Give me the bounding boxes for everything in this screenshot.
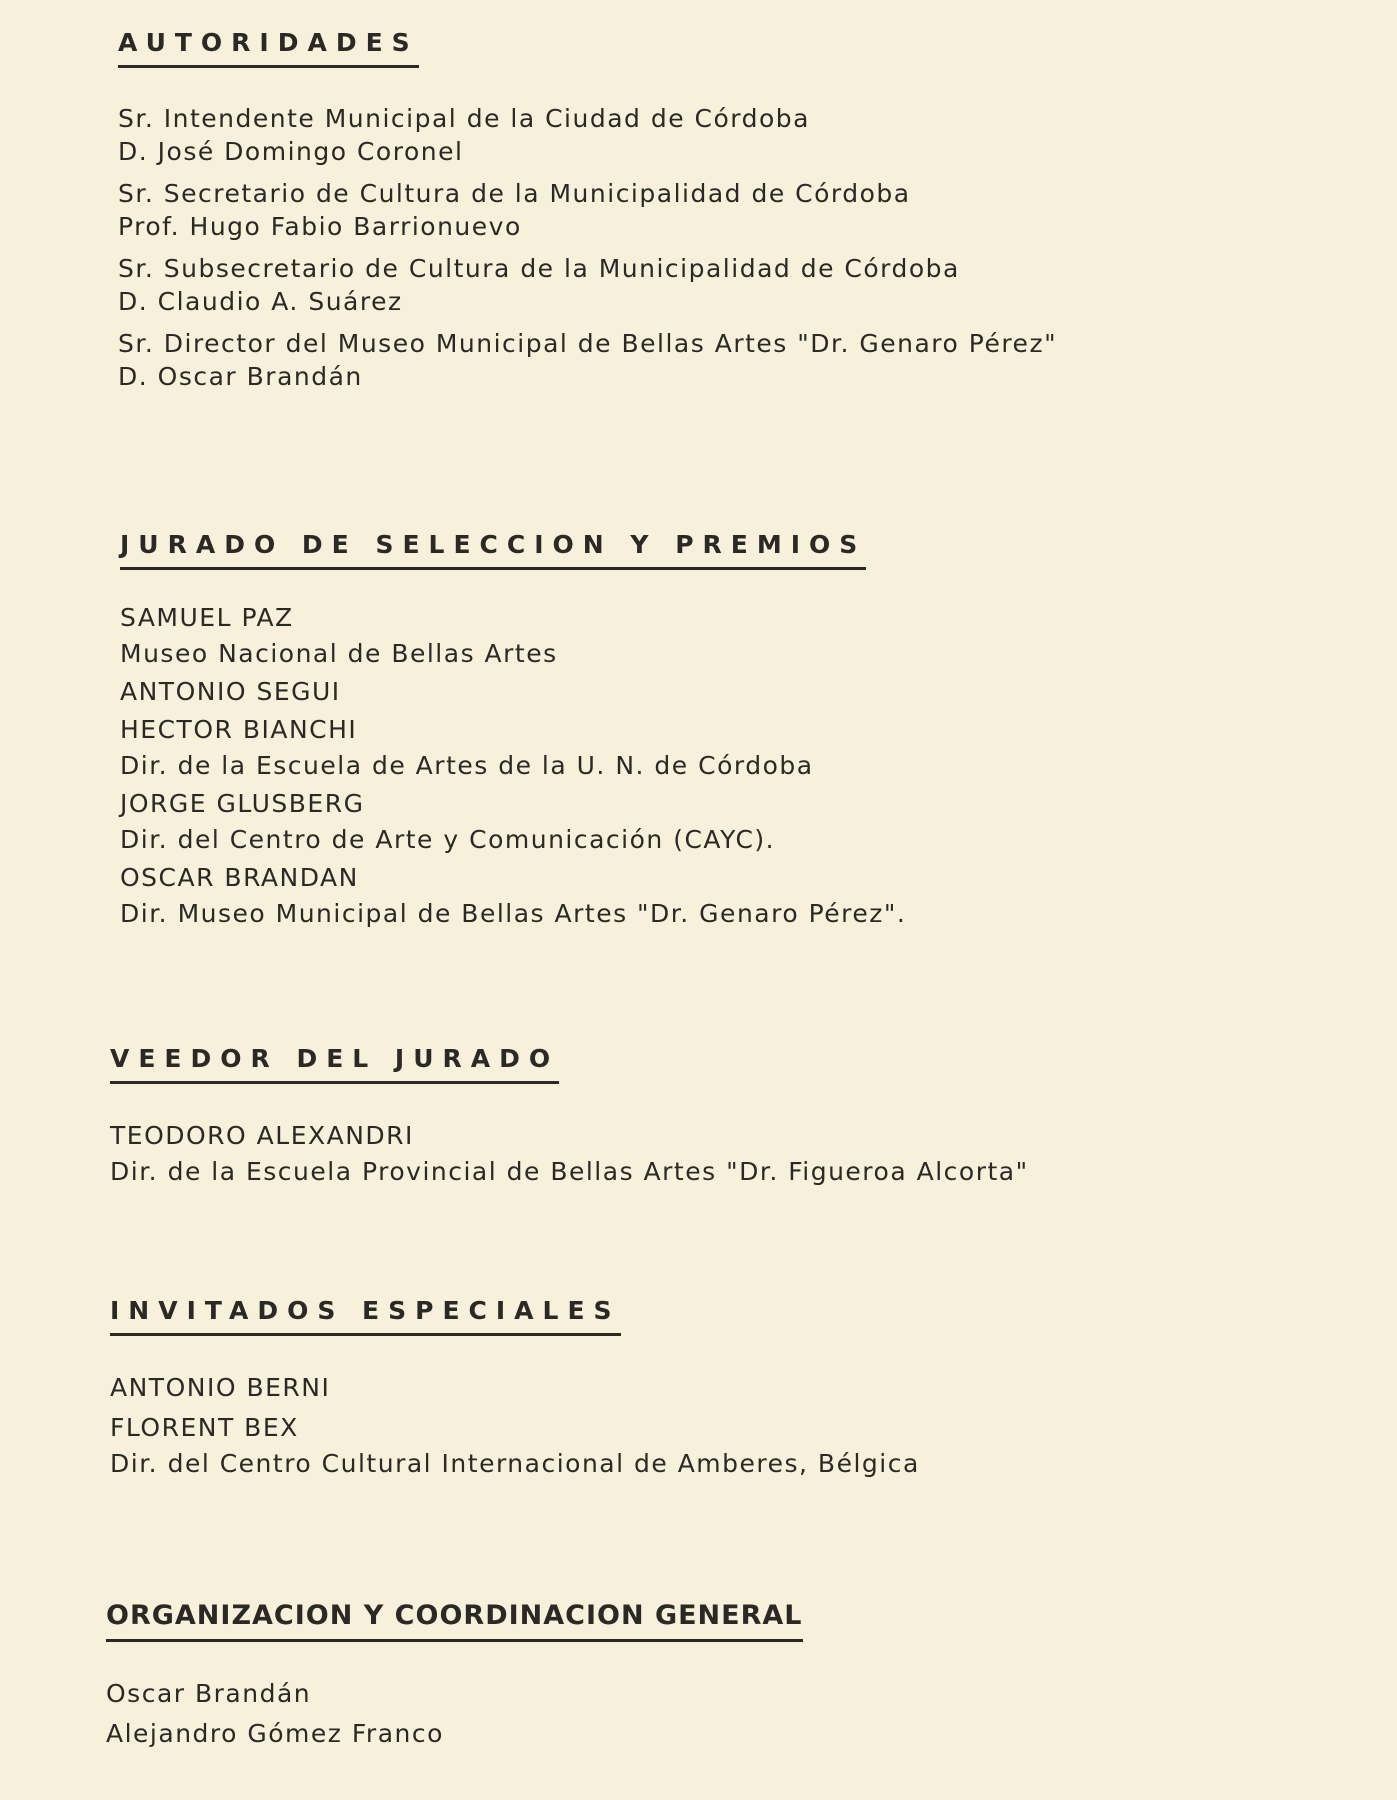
entry-role: Sr. Director del Museo Municipal de Bellas Artes "Dr. Genaro Pérez"	[118, 329, 1058, 358]
organizer-entry	[106, 1716, 803, 1752]
entry-list	[110, 1370, 920, 1482]
entry-name: D. José Domingo Coronel	[118, 137, 464, 166]
authority-entry	[118, 102, 1057, 168]
section-heading: INVITADOS ESPECIALES	[110, 1296, 621, 1336]
entry-role: Dir. del Centro de Arte y Comunicación (CAYC).	[120, 825, 776, 854]
entry-role: Dir. del Centro Cultural Internacional de Amberes, Bélgica	[110, 1449, 920, 1478]
entry-name: JORGE GLUSBERG	[120, 789, 365, 818]
entry-name: Oscar Brandán	[106, 1679, 312, 1708]
section-heading: VEEDOR DEL JURADO	[110, 1044, 559, 1084]
section-heading: JURADO DE SELECCION Y PREMIOS	[120, 530, 866, 570]
entry-name: Prof. Hugo Fabio Barrionuevo	[118, 212, 522, 241]
entry-name: D. Oscar Brandán	[118, 362, 363, 391]
authority-entry	[118, 327, 1057, 393]
entry-role: Sr. Subsecretario de Cultura de la Municipalidad de Córdoba	[118, 254, 960, 283]
entry-name: Alejandro Gómez Franco	[106, 1719, 444, 1748]
jury-entry	[120, 600, 906, 672]
section-heading: AUTORIDADES	[118, 28, 419, 68]
entry-name: D. Claudio A. Suárez	[118, 287, 403, 316]
entry-list	[106, 1676, 803, 1752]
authority-entry	[118, 252, 1057, 318]
entry-role: Sr. Intendente Municipal de la Ciudad de Córdoba	[118, 104, 810, 133]
entry-name: HECTOR BIANCHI	[120, 715, 358, 744]
section-invitados	[110, 1296, 920, 1491]
entry-role: Dir. Museo Municipal de Bellas Artes "Dr. Genaro Pérez".	[120, 899, 907, 928]
entry-role: Sr. Secretario de Cultura de la Municipalidad de Córdoba	[118, 179, 911, 208]
guest-entry	[110, 1410, 920, 1482]
entry-name: ANTONIO BERNI	[110, 1373, 331, 1402]
jury-entry	[120, 712, 906, 784]
entry-role: Dir. de la Escuela Provincial de Bellas Artes "Dr. Figueroa Alcorta"	[110, 1157, 1029, 1186]
section-heading: ORGANIZACION Y COORDINACION GENERAL	[106, 1600, 803, 1642]
section-autoridades	[118, 28, 1057, 402]
jury-entry	[120, 786, 906, 858]
entry-role: Dir. de la Escuela de Artes de la U. N. de Córdoba	[120, 751, 814, 780]
entry-role: Museo Nacional de Bellas Artes	[120, 639, 558, 668]
section-jurado	[120, 530, 906, 934]
authority-entry	[118, 177, 1057, 243]
entry-name: FLORENT BEX	[110, 1413, 299, 1442]
entry-list	[120, 600, 906, 932]
jury-entry	[120, 674, 906, 710]
entry-name: SAMUEL PAZ	[120, 603, 294, 632]
entry-name: OSCAR BRANDAN	[120, 863, 359, 892]
entry-list	[110, 1118, 1029, 1190]
organizer-entry	[106, 1676, 803, 1712]
section-veedor	[110, 1044, 1029, 1199]
observer-entry	[110, 1118, 1029, 1190]
entry-name: ANTONIO SEGUI	[120, 677, 341, 706]
entry-name: TEODORO ALEXANDRI	[110, 1121, 414, 1150]
section-organizacion	[106, 1600, 803, 1761]
jury-entry	[120, 860, 906, 932]
guest-entry	[110, 1370, 920, 1406]
entry-list	[118, 102, 1057, 393]
